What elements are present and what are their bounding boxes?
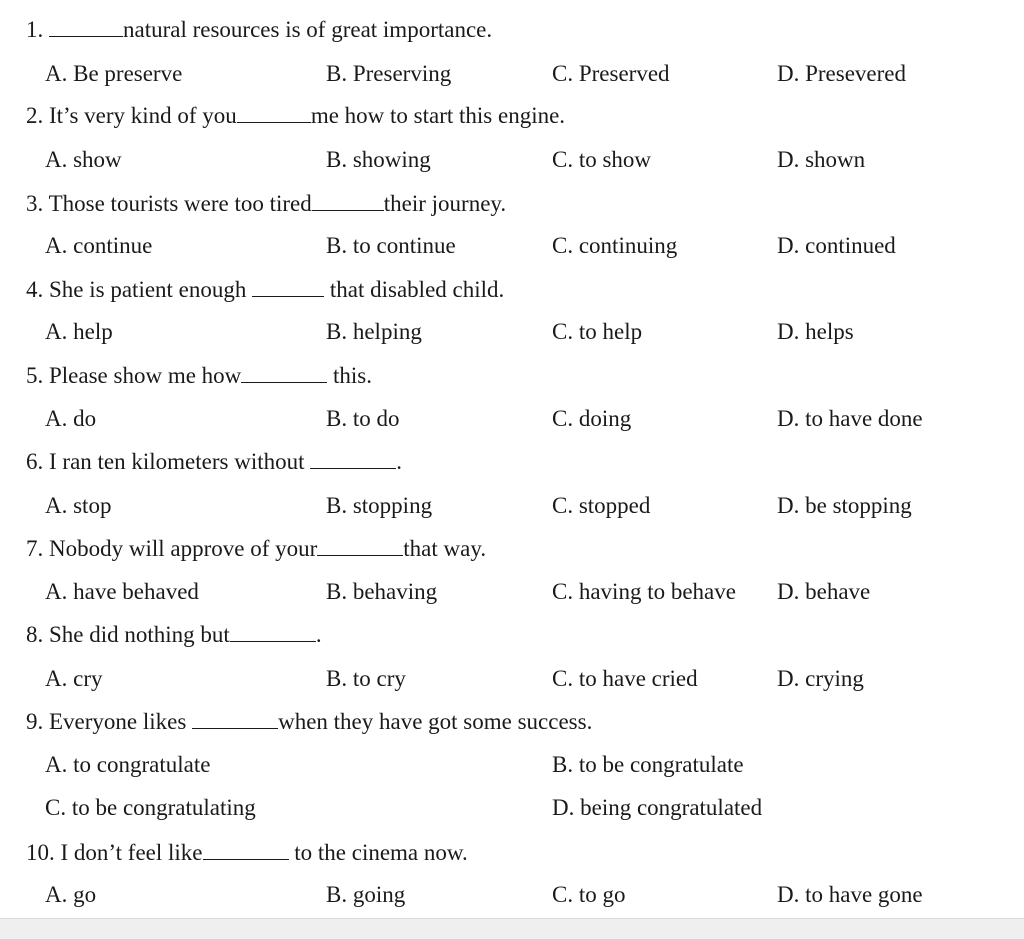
answer-blank [192, 708, 278, 729]
option-b: B. helping [326, 319, 422, 344]
question-number: 9. [26, 709, 44, 734]
option-c: C. to go [552, 882, 626, 907]
answer-blank [312, 190, 384, 211]
option-a: A. help [45, 319, 113, 344]
question-text-after: that disabled child. [329, 277, 505, 302]
option-b: B. behaving [326, 579, 438, 604]
question-number: 8. [26, 622, 44, 647]
option-b: B. showing [326, 147, 431, 172]
option-c: C. continuing [552, 233, 678, 258]
question-number: 10. [26, 840, 55, 865]
question-text-after: their journey. [383, 191, 507, 216]
option-a: A. cry [45, 666, 103, 691]
option-d: D. being congratulated [552, 795, 763, 820]
option-d: D. helps [777, 319, 854, 344]
question-text-before: Everyone likes [49, 709, 187, 734]
answer-blank [317, 535, 403, 556]
option-d: D. Presevered [777, 61, 907, 86]
question-text-before: She is patient enough [49, 277, 247, 302]
option-b: B. going [326, 882, 406, 907]
answer-blank [237, 102, 311, 123]
question-text-before: I don’t feel like [60, 840, 203, 865]
option-d: D. be stopping [777, 493, 912, 518]
question-number: 5. [26, 363, 44, 388]
question-number: 1. [26, 17, 44, 42]
question-2 [26, 102, 565, 130]
option-c: C. having to behave [552, 579, 736, 604]
answer-blank [230, 621, 316, 642]
answer-blank [49, 16, 123, 37]
question-1 [26, 16, 492, 44]
option-a: A. show [45, 147, 122, 172]
question-text-after: this. [333, 363, 373, 388]
question-text-before: It’s very kind of you [49, 103, 237, 128]
question-text-before: Those tourists were too tired [48, 191, 312, 216]
question-text-after: me how to start this engine. [310, 103, 566, 128]
option-b: B. to be congratulate [552, 752, 744, 777]
question-10 [26, 839, 468, 867]
question-text-after: that way. [403, 536, 487, 561]
question-text-after: to the cinema now. [294, 840, 468, 865]
option-d: D. continued [777, 233, 896, 258]
question-text-after: . [396, 449, 402, 474]
question-text-after: when they have got some success. [278, 709, 593, 734]
option-c: C. Preserved [552, 61, 670, 86]
option-a: A. Be preserve [45, 61, 183, 86]
option-c: C. stopped [552, 493, 651, 518]
option-c: C. to have cried [552, 666, 698, 691]
question-number: 4. [26, 277, 44, 302]
option-a: A. stop [45, 493, 112, 518]
option-c: C. doing [552, 406, 632, 431]
question-text-after: . [315, 622, 322, 647]
answer-blank [203, 839, 289, 860]
option-d: D. shown [777, 147, 866, 172]
option-b: B. Preserving [326, 61, 452, 86]
question-text-before: Nobody will approve of your [49, 536, 318, 561]
answer-blank [310, 448, 396, 469]
option-c: C. to help [552, 319, 643, 344]
option-b: B. to do [326, 406, 400, 431]
question-8 [26, 621, 322, 649]
question-text-before: I ran ten kilometers without [49, 449, 305, 474]
option-d: D. behave [777, 579, 871, 604]
option-b: B. stopping [326, 493, 433, 518]
option-d: D. crying [777, 666, 864, 691]
question-text-after: natural resources is of great importance. [123, 17, 493, 42]
question-number: 7. [26, 536, 44, 561]
question-4 [26, 276, 504, 304]
answer-blank [241, 362, 327, 383]
option-a: A. continue [45, 233, 153, 258]
option-c: C. to show [552, 147, 652, 172]
option-d: D. to have done [777, 406, 923, 431]
question-9 [26, 708, 592, 736]
option-b: B. to continue [326, 233, 456, 258]
question-3 [26, 190, 506, 218]
bottom-bar [0, 918, 1024, 939]
question-number: 3. [26, 191, 44, 216]
option-a: A. go [45, 882, 97, 907]
question-text-before: She did nothing but [49, 622, 230, 647]
option-c: C. to be congratulating [45, 795, 256, 820]
option-a: A. have behaved [45, 579, 199, 604]
question-5 [26, 362, 372, 390]
question-6 [26, 448, 402, 476]
question-number: 6. [26, 449, 44, 474]
option-b: B. to cry [326, 666, 406, 691]
option-a: A. do [45, 406, 97, 431]
answer-blank [252, 276, 324, 297]
option-a: A. to congratulate [45, 752, 211, 777]
question-text-before: Please show me how [49, 363, 242, 388]
option-d: D. to have gone [777, 882, 923, 907]
question-number: 2. [26, 103, 44, 128]
question-7 [26, 535, 486, 563]
